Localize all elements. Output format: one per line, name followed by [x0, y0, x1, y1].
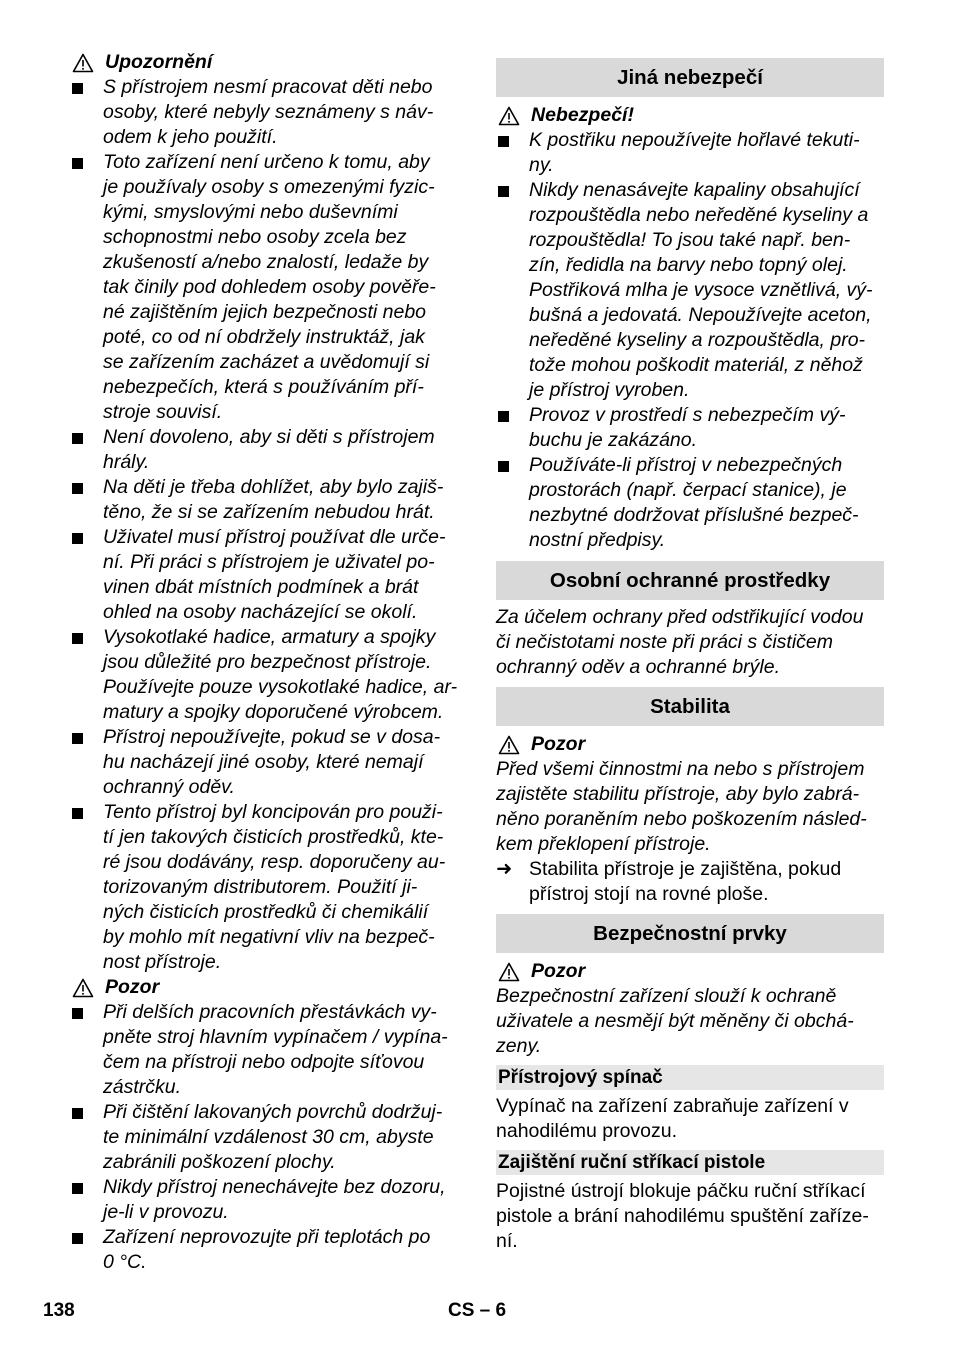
list-item-text: K postřiku nepoužívejte hořlavé tekuti- ny. [529, 129, 860, 176]
list-item [70, 425, 462, 475]
list-item-text: Nikdy přístroj nenechávejte bez dozoru, je-li v provozu. [103, 1176, 446, 1223]
warning-heading [496, 959, 884, 984]
page-number: 138 [43, 1300, 75, 1321]
warning-heading [70, 975, 462, 1000]
list-item [496, 178, 884, 403]
warning-heading [70, 50, 462, 75]
list-item [70, 525, 462, 625]
list-item-text: Vysokotlaké hadice, armatury a spojky jsou důležité pro bezpečnost přístroje. Používejte pouze vysokotlaké hadice, ar- matury a spojky doporučené výrobcem. [103, 626, 458, 723]
square-bullet-icon [70, 1175, 103, 1225]
ppe-paragraph: Za účelem ochrany před odstřikující vodou či nečistotami noste při práci s čističem ochranný oděv a ochranné brýle. [496, 606, 864, 678]
section-heading-stability: Stabilita [496, 687, 884, 726]
warning-label: Pozor [105, 976, 160, 998]
list-item [70, 1175, 462, 1225]
bullet-list [70, 75, 462, 975]
square-bullet-icon [70, 800, 103, 975]
list-item-text: Používáte-li přístroj v nebezpečných prostorách (např. čerpací stanice), je nezbytné dodržovat příslušné bezpeč- nostní předpisy. [529, 454, 859, 551]
list-item [496, 403, 884, 453]
square-bullet-icon [70, 1000, 103, 1100]
device-switch-paragraph: Vypínač na zařízení zabraňuje zařízení v nahodilému provozu. [496, 1095, 849, 1142]
square-bullet-icon [70, 475, 103, 525]
warning-triangle-icon [498, 106, 520, 126]
square-bullet-icon [496, 128, 529, 178]
square-bullet-icon [496, 453, 529, 553]
list-item-text: Uživatel musí přístroj používat dle urče- ní. Při práci s přístrojem je uživatel po- vinen dbát místních podmínek a brát ohled na osoby nacházející se okolí. [103, 526, 446, 623]
subheading-device-switch: Přístrojový spínač [496, 1065, 884, 1090]
list-item-text: Není dovoleno, aby si děti s přístrojem hrály. [103, 426, 435, 473]
list-item-text: Provoz v prostředí s nebezpečím vý- buchu je zakázáno. [529, 404, 846, 451]
square-bullet-icon [496, 403, 529, 453]
section-heading-ppe: Osobní ochranné prostředky [496, 561, 884, 600]
list-item-text: S přístrojem nesmí pracovat děti nebo osoby, které nebyly seznámeny s náv- odem k jeho použití. [103, 76, 434, 148]
result-item [496, 857, 884, 907]
list-item-text: Na děti je třeba dohlížet, aby bylo zajiš- těno, že si se zařízením nebudou hrát. [103, 476, 444, 523]
left-column [70, 50, 462, 1275]
danger-heading [496, 103, 884, 128]
square-bullet-icon [70, 75, 103, 150]
square-bullet-icon [70, 525, 103, 625]
warning-label: Upozornění [105, 51, 213, 73]
bullet-list [496, 128, 884, 553]
square-bullet-icon [496, 178, 529, 403]
danger-label: Nebezpečí! [531, 104, 634, 126]
warning-heading [496, 732, 884, 757]
list-item-text: Při delších pracovních přestávkách vy- pněte stroj hlavním vypínačem / vypína- čem na přístroji nebo odpojte síťovou zástrčku. [103, 1001, 448, 1098]
list-item [70, 1225, 462, 1275]
list-item-text: Toto zařízení není určeno k tomu, aby je používaly osoby s omezenými fyzic- kými, smyslovými nebo duševními schopnostmi nebo osoby zcela bez zkušeností a/nebo znalostí, ledaže by tak činily pod dohledem osoby pověře- né zajištěním jejich bezpečnosti nebo poté, co od ní obdržely instruktáž, jak se zařízením zacházet a uvědomují si nebezpečích, která s používáním pří- stroje souvisí. [103, 151, 436, 423]
list-item-text: Přístroj nepoužívejte, pokud se v dosa- hu nacházejí jiné osoby, které nemají ochranný oděv. [103, 726, 441, 798]
list-item-text: Nikdy nenasávejte kapaliny obsahující rozpouštědla nebo neředěné kyseliny a rozpouštědla! To jsou také např. ben- zín, ředidla na barvy nebo topný olej. Postřiková mlha je vysoce vznětlivá, vý- bušná a jedovatá. Nepoužívejte aceton, neředěné kyseliny a rozpouštědla, pro- tože mohou poškodit materiál, z něhož je přístroj vyroben. [529, 179, 873, 401]
list-item-text: Při čištění lakovaných povrchů dodržuj- te minimální vzdálenost 30 cm, abyste zabránili poškození plochy. [103, 1101, 443, 1173]
warning-label: Pozor [531, 960, 586, 982]
list-item [70, 150, 462, 425]
square-bullet-icon [70, 725, 103, 800]
warning-triangle-icon [72, 53, 94, 73]
section-heading-safety-devices: Bezpečnostní prvky [496, 914, 884, 953]
list-item [70, 800, 462, 975]
square-bullet-icon [70, 1225, 103, 1275]
spray-gun-lock-paragraph: Pojistné ústrojí blokuje páčku ruční stříkací pistole a brání nahodilému spuštění zaříze- ní. [496, 1180, 869, 1252]
safety-devices-paragraph: Bezpečnostní zařízení slouží k ochraně uživatele a nesmějí být měněny či obchá- zeny. [496, 985, 854, 1057]
warning-label: Pozor [531, 733, 586, 755]
list-item-text: Zařízení neprovozujte při teplotách po 0 °C. [103, 1226, 431, 1273]
list-item-text: Tento přístroj byl koncipován pro použi- tí jen takových čisticích prostředků, kte- ré jsou dodávány, resp. doporučeny au- torizovaným distributorem. Použití ji- ných čisticích prostředků či chemikálií by mohlo mít negativní vliv na bezpeč- nost přístroje. [103, 801, 446, 973]
warning-triangle-icon [72, 978, 94, 998]
list-item [70, 475, 462, 525]
result-text: Stabilita přístroje je zajištěna, pokud přístroj stojí na rovné ploše. [529, 858, 842, 905]
square-bullet-icon [70, 1100, 103, 1175]
list-item [496, 128, 884, 178]
arrow-right-icon: ➜ [496, 858, 513, 880]
warning-triangle-icon [498, 962, 520, 982]
section-page-label: CS – 6 [448, 1300, 507, 1321]
list-item [70, 1000, 462, 1100]
square-bullet-icon [70, 625, 103, 725]
subheading-spray-gun-lock: Zajištění ruční stříkací pistole [496, 1150, 884, 1175]
list-item [70, 75, 462, 150]
right-column [496, 58, 884, 1254]
list-item [70, 625, 462, 725]
stability-paragraph: Před všemi činnostmi na nebo s přístrojem zajistěte stabilitu přístroje, aby bylo zabrá- něno poraněním nebo poškozením násled- kem překlopení přístroje. [496, 758, 867, 855]
bullet-list [70, 1000, 462, 1275]
square-bullet-icon [70, 150, 103, 425]
square-bullet-icon [70, 425, 103, 475]
section-heading-other-hazards: Jiná nebezpečí [496, 58, 884, 97]
list-item [70, 725, 462, 800]
list-item [496, 453, 884, 553]
warning-triangle-icon [498, 735, 520, 755]
list-item [70, 1100, 462, 1175]
